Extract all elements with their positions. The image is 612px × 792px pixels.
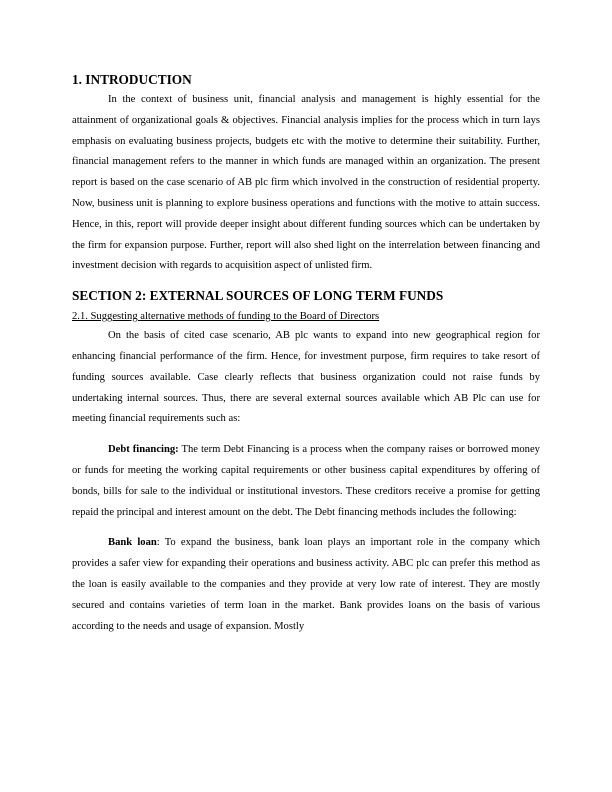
debt-financing-term: Debt financing:	[108, 444, 179, 456]
introduction-paragraph: In the context of business unit, financial analysis and management is highly essential for the attainment of organizational goals & objectives. Financial analysis implies for the process which in turn lays emphasis on evaluating business projects, budgets etc with the motive to determine their suitability. Further, financial management refers to the manner in which funds are managed within an organization. The present report is based on the case scenario of AB plc firm which involved in the construction of residential property. Now, business unit is planning to explore business operations and functions with the motive to attain success. Hence, in this, report will provide deeper insight about different funding sources which can be undertaken by the firm for expansion purpose. Further, report will also shed light on the interrelation between financing and investment decision with regards to acquisition aspect of unlisted firm.	[72, 94, 540, 272]
section-1-heading: 1. INTRODUCTION	[72, 72, 192, 87]
case-scenario-paragraph: On the basis of cited case scenario, AB plc wants to expand into new geographical region for enhancing financial performance of the firm. Hence, for investment purpose, firm requires to take resort of funding sources available. Case clearly reflects that business organization could not raise funds by undertaking internal sources. Thus, there are several external sources available which AB Plc can use for meeting financial requirements such as:	[72, 330, 540, 425]
bank-loan-text: : To expand the business, bank loan plays an important role in the company which provides a safer view for expanding their operations and business activity. ABC plc can prefer this method as the loan is easily available to the companies and they provide at very low rate of interest. They are mostly secured and contains varieties of term loan in the market. Bank provides loans on the basis of various according to the needs and usage of expansion. Mostly	[72, 537, 540, 632]
bank-loan-paragraph	[72, 533, 540, 637]
debt-financing-paragraph	[72, 440, 540, 523]
section-2-heading: SECTION 2: EXTERNAL SOURCES OF LONG TERM FUNDS	[72, 288, 444, 304]
debt-financing-text: The term Debt Financing is a process when the company raises or borrowed money or funds for meeting the working capital requirements or other business capital expenditures by offering of bonds, bills for sale to the individual or institutional investors. These creditors receive a promise for getting repaid the principal and interest amount on the debt. The Debt financing methods includes the following:	[72, 444, 540, 518]
subsection-2-1-heading: 2.1. Suggesting alternative methods of funding to the Board of Directors	[72, 311, 380, 323]
bank-loan-term: Bank loan	[108, 537, 157, 549]
